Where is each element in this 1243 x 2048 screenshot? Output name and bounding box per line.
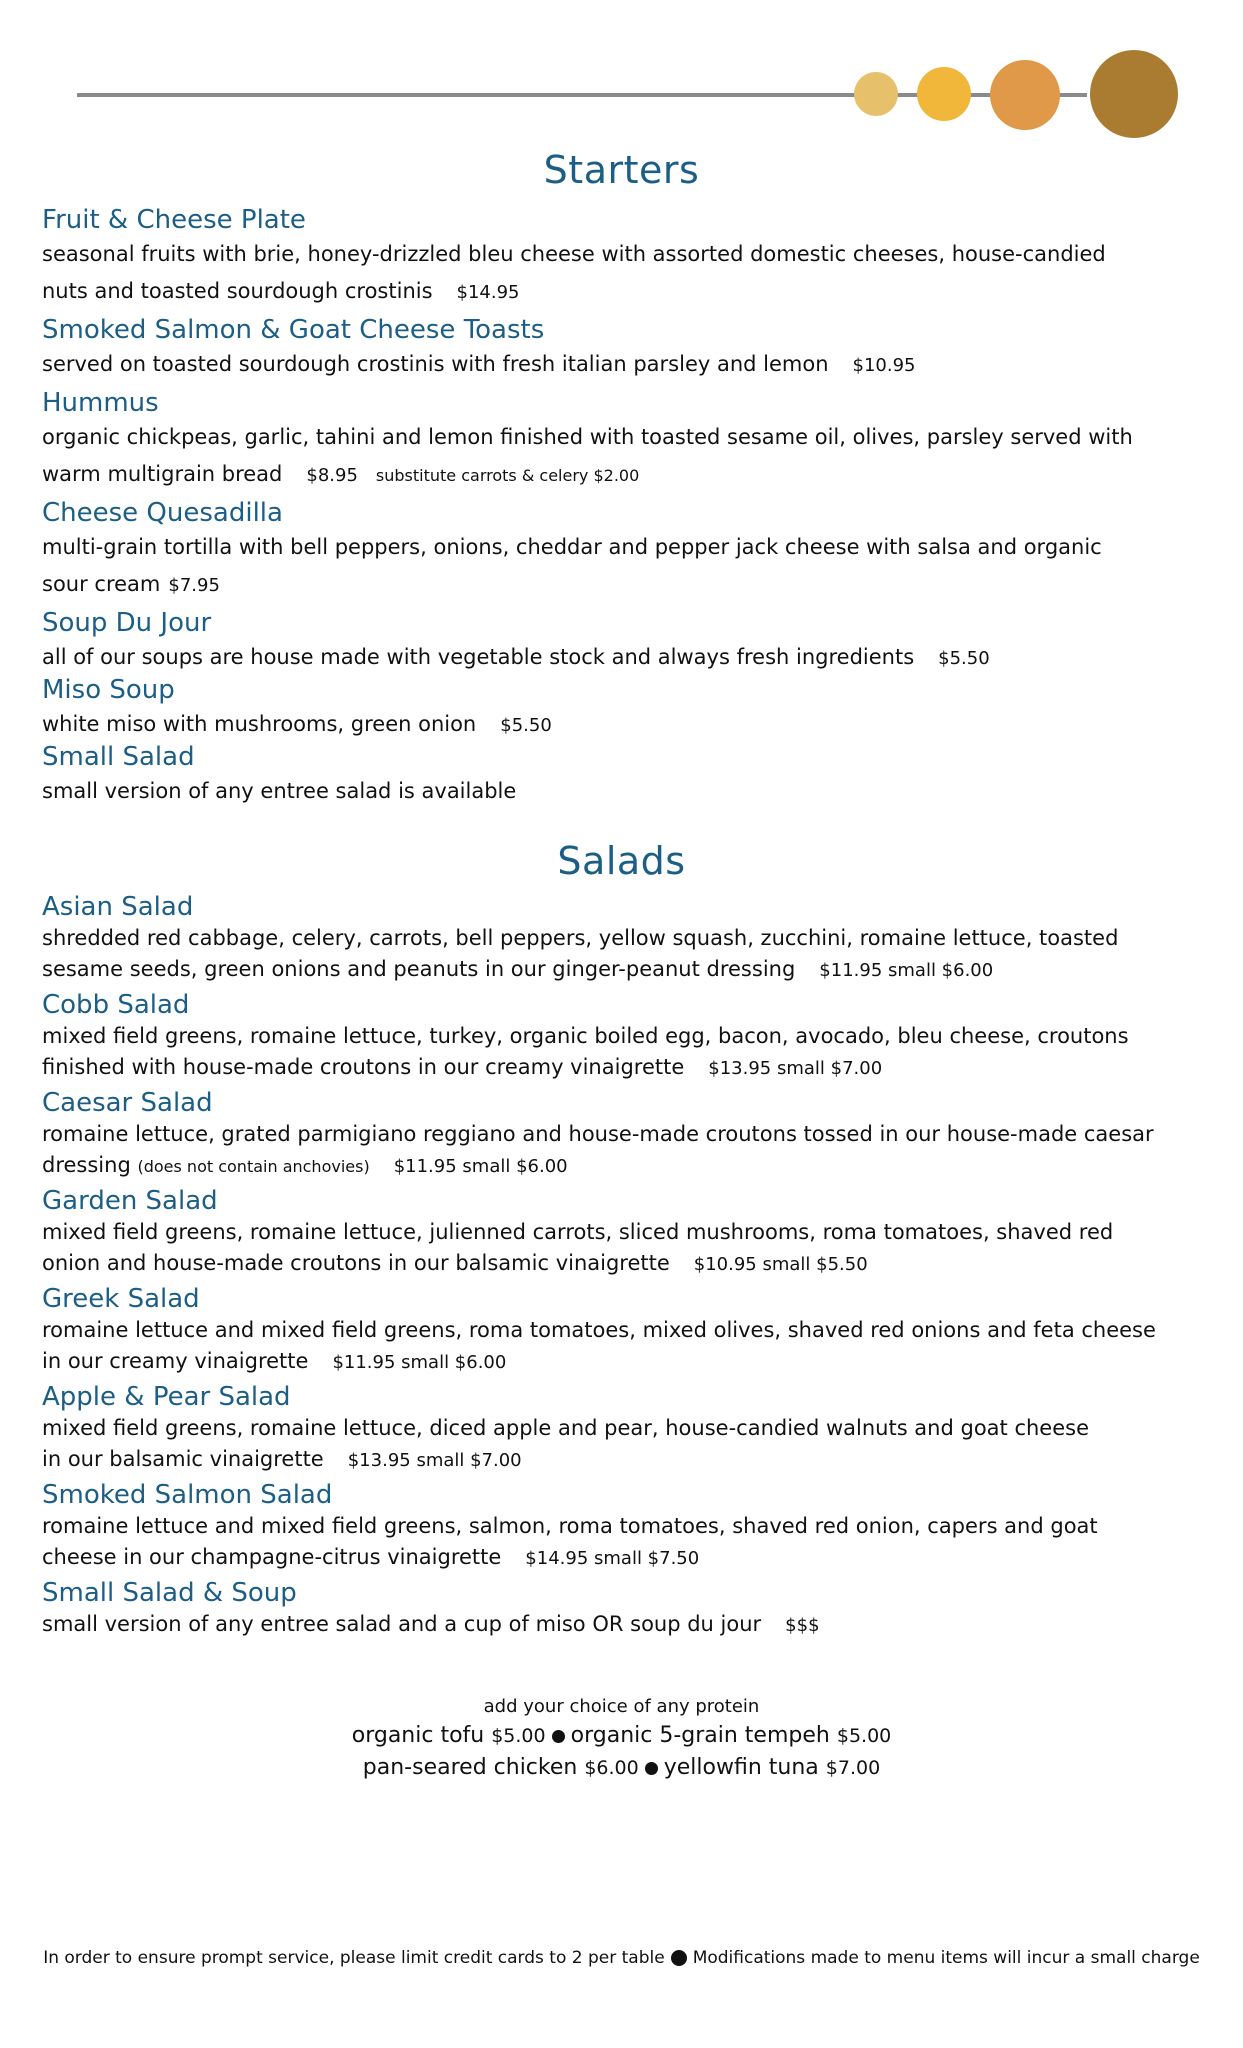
item-description-row: [42, 346, 1217, 384]
item-name: Caesar Salad: [42, 1088, 213, 1118]
starters-title: Starters: [543, 148, 700, 192]
footer-credit-card-note: In order to ensure prompt service, please limit credit cards to 2 per table: [43, 1948, 665, 1968]
menu-item-miso-soup: [42, 674, 1217, 744]
item-price: $14.95: [456, 282, 520, 303]
protein-option-name: pan-seared chicken: [362, 1755, 578, 1780]
item-name: Cheese Quesadilla: [42, 498, 283, 528]
item-description-cont: [42, 1248, 1217, 1280]
item-description-line2: in our creamy vinaigrette: [42, 1349, 309, 1373]
protein-option-price: $5.00: [836, 1725, 892, 1747]
item-price: $7.95: [168, 575, 220, 596]
menu-item-smoked-salmon-goat-cheese-toasts: [42, 314, 1217, 384]
item-description-cont: [42, 954, 1217, 986]
item-description-line2: warm multigrain bread: [42, 462, 283, 486]
item-price: $10.95: [852, 355, 916, 376]
decor-dot-large: [990, 60, 1060, 130]
item-description: served on toasted sourdough crostinis with fresh italian parsley and lemon: [42, 352, 829, 376]
decor-dot-medium: [917, 67, 971, 121]
item-description-line2: sesame seeds, green onions and peanuts in our ginger-peanut dressing: [42, 957, 796, 981]
item-description: romaine lettuce and mixed field greens, salmon, roma tomatoes, shaved red onion, capers and goat: [42, 1514, 1098, 1538]
item-name: Garden Salad: [42, 1186, 218, 1216]
item-description-line2: dressing: [42, 1153, 131, 1177]
item-description-line2: in our balsamic vinaigrette: [42, 1447, 324, 1471]
item-description: multi-grain tortilla with bell peppers, onions, cheddar and pepper jack cheese with salsa and organic: [42, 535, 1102, 559]
protein-option-name: organic 5-grain tempeh: [570, 1723, 830, 1748]
item-name: Asian Salad: [42, 892, 194, 922]
item-name: Smoked Salmon Salad: [42, 1480, 333, 1510]
item-description: romaine lettuce and mixed field greens, roma tomatoes, mixed olives, shaved red onions and feta cheese: [42, 1318, 1156, 1342]
item-description-cont: [42, 1542, 1217, 1574]
item-description-line2: onion and house-made croutons in our balsamic vinaigrette: [42, 1251, 670, 1275]
menu-item-cheese-quesadilla: [42, 497, 1217, 604]
item-name: Small Salad: [42, 742, 195, 772]
menu-item-hummus: [42, 387, 1217, 494]
item-description-cont: [42, 1444, 1217, 1476]
item-name: Apple & Pear Salad: [42, 1382, 291, 1412]
item-name: Smoked Salmon & Goat Cheese Toasts: [42, 315, 545, 345]
item-description-cont: [42, 1346, 1217, 1378]
item-description-row: [42, 639, 1217, 677]
item-description: all of our soups are house made with vegetable stock and always fresh ingredients: [42, 645, 915, 669]
item-price: $8.95: [306, 465, 358, 486]
item-description: small version of any entree salad and a cup of miso OR soup du jour: [42, 1612, 762, 1636]
footer-modifications-note: Modifications made to menu items will incur a small charge: [692, 1948, 1200, 1968]
protein-line-1: [0, 1720, 1243, 1752]
item-price: $10.95 small $5.50: [693, 1254, 868, 1275]
item-description-cont: [42, 1150, 1217, 1182]
footer-notice: [0, 1948, 1243, 1968]
item-description-cont: [42, 1052, 1217, 1084]
item-description: shredded red cabbage, celery, carrots, bell peppers, yellow squash, zucchini, romaine lettuce, toasted: [42, 926, 1119, 950]
item-description-row: [42, 706, 1217, 744]
item-description-line2: sour cream: [42, 572, 161, 596]
item-price: $13.95 small $7.00: [347, 1450, 522, 1471]
item-price: $11.95 small $6.00: [393, 1156, 568, 1177]
salads-title: Salads: [557, 839, 686, 883]
item-description: mixed field greens, romaine lettuce, julienned carrots, sliced mushrooms, roma tomatoes, shaved red: [42, 1220, 1114, 1244]
item-description-line2: finished with house-made croutons in our creamy vinaigrette: [42, 1055, 685, 1079]
item-name: Fruit & Cheese Plate: [42, 205, 306, 235]
item-price: $11.95 small $6.00: [819, 960, 994, 981]
item-price: $13.95 small $7.00: [708, 1058, 883, 1079]
protein-heading: add your choice of any protein: [483, 1696, 760, 1717]
item-note: substitute carrots & celery $2.00: [375, 466, 640, 485]
protein-option-price: $5.00: [491, 1725, 546, 1747]
item-name: Hummus: [42, 388, 159, 418]
menu-item-fruit-cheese-plate: [42, 204, 1217, 311]
item-price: $11.95 small $6.00: [332, 1352, 507, 1373]
item-price: $14.95 small $7.50: [525, 1548, 700, 1569]
item-name: Soup Du Jour: [42, 608, 212, 638]
protein-option-price: $7.00: [825, 1757, 881, 1779]
menu-item-apple-pear-salad: [42, 1381, 1217, 1476]
item-price: $5.50: [938, 648, 990, 669]
item-price: $$$: [785, 1615, 820, 1636]
item-description: white miso with mushrooms, green onion: [42, 712, 477, 736]
bullet-icon: [552, 1730, 565, 1743]
item-name: Cobb Salad: [42, 990, 190, 1020]
item-description-cont: [42, 456, 1217, 494]
decor-dot-small: [854, 72, 898, 116]
item-description: romaine lettuce, grated parmigiano reggiano and house-made croutons tossed in our house-made caesar: [42, 1122, 1154, 1146]
item-description: small version of any entree salad is available: [42, 779, 517, 803]
menu-item-greek-salad: [42, 1283, 1217, 1378]
item-name: Miso Soup: [42, 675, 175, 705]
menu-item-small-salad-soup: [42, 1577, 1217, 1641]
item-name: Small Salad & Soup: [42, 1578, 297, 1608]
item-description-row: [42, 1609, 1217, 1641]
item-description: seasonal fruits with brie, honey-drizzled bleu cheese with assorted domestic cheeses, house-candied: [42, 242, 1106, 266]
item-description: mixed field greens, romaine lettuce, diced apple and pear, house-candied walnuts and goat cheese: [42, 1416, 1090, 1440]
item-name: Greek Salad: [42, 1284, 200, 1314]
menu-item-cobb-salad: [42, 989, 1217, 1084]
menu-item-garden-salad: [42, 1185, 1217, 1280]
item-description-cont: [42, 566, 1217, 604]
menu-item-soup-du-jour: [42, 607, 1217, 677]
item-description-line2: cheese in our champagne-citrus vinaigrette: [42, 1545, 502, 1569]
protein-addons: [0, 1694, 1243, 1784]
protein-option-name: organic tofu: [351, 1723, 485, 1748]
bullet-icon: [671, 1950, 687, 1966]
bullet-icon: [645, 1762, 658, 1775]
protein-line-2: [0, 1752, 1243, 1784]
protein-option-name: yellowfin tuna: [663, 1755, 819, 1780]
decor-dot-xlarge: [1090, 50, 1178, 138]
item-description: mixed field greens, romaine lettuce, turkey, organic boiled egg, bacon, avocado, bleu cheese, croutons: [42, 1024, 1129, 1048]
protein-option-price: $6.00: [584, 1757, 639, 1779]
menu-item-smoked-salmon-salad: [42, 1479, 1217, 1574]
item-price: $5.50: [500, 715, 552, 736]
item-description-cont: [42, 273, 1217, 311]
item-note: (does not contain anchovies): [137, 1157, 370, 1176]
menu-item-asian-salad: [42, 891, 1217, 986]
menu-item-small-salad: [42, 741, 1217, 810]
menu-item-caesar-salad: [42, 1087, 1217, 1182]
item-description-line2: nuts and toasted sourdough crostinis: [42, 279, 433, 303]
item-description: organic chickpeas, garlic, tahini and lemon finished with toasted sesame oil, olives, parsley served with: [42, 425, 1133, 449]
